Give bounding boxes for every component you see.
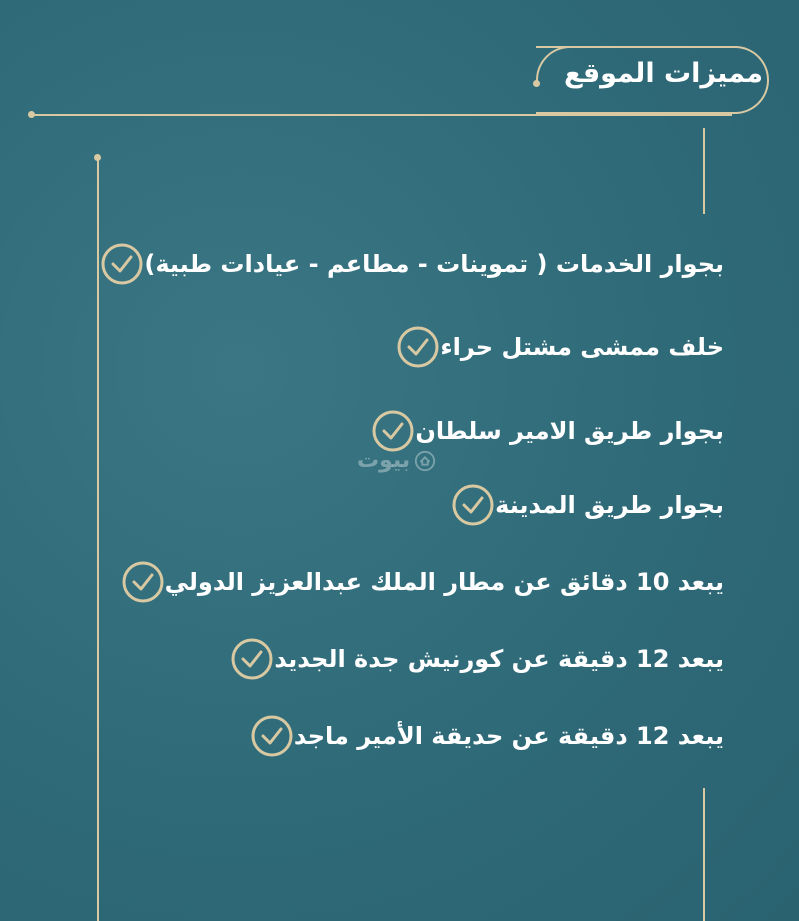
feature-text: بجوار طريق المدينة [495,491,724,519]
feature-item [242,714,724,758]
check-circle-icon [396,325,440,369]
feature-item [388,325,724,369]
header-divider-line [32,114,732,116]
feature-item [92,242,724,286]
feature-text: خلف ممشى مشتل حراء [440,333,724,361]
title-frame-dot [533,80,540,87]
feature-text: بجوار طريق الامير سلطان [415,417,724,445]
check-circle-icon [371,409,415,453]
right-vertical-line-bottom [703,788,705,921]
check-circle-icon [250,714,294,758]
feature-text: يبعد 12 دقيقة عن كورنيش جدة الجديد [274,645,724,673]
feature-item [222,637,724,681]
section-title: مميزات الموقع [564,58,763,89]
left-vertical-dot [94,154,101,161]
feature-text: يبعد 10 دقائق عن مطار الملك عبدالعزيز الدولي [164,568,724,596]
check-circle-icon [230,637,274,681]
right-vertical-line-top [703,128,705,214]
check-circle-icon [100,242,144,286]
feature-item [363,409,724,453]
check-circle-icon [451,483,495,527]
check-circle-icon [121,560,165,604]
watermark-text: بيوت [357,448,411,473]
feature-item [113,560,724,604]
feature-text: يبعد 12 دقيقة عن حديقة الأمير ماجد [293,722,724,750]
feature-text: بجوار الخدمات ( تموينات - مطاعم - عيادات طبية) [144,250,724,278]
feature-item [443,483,724,527]
header-divider-dot [28,111,35,118]
